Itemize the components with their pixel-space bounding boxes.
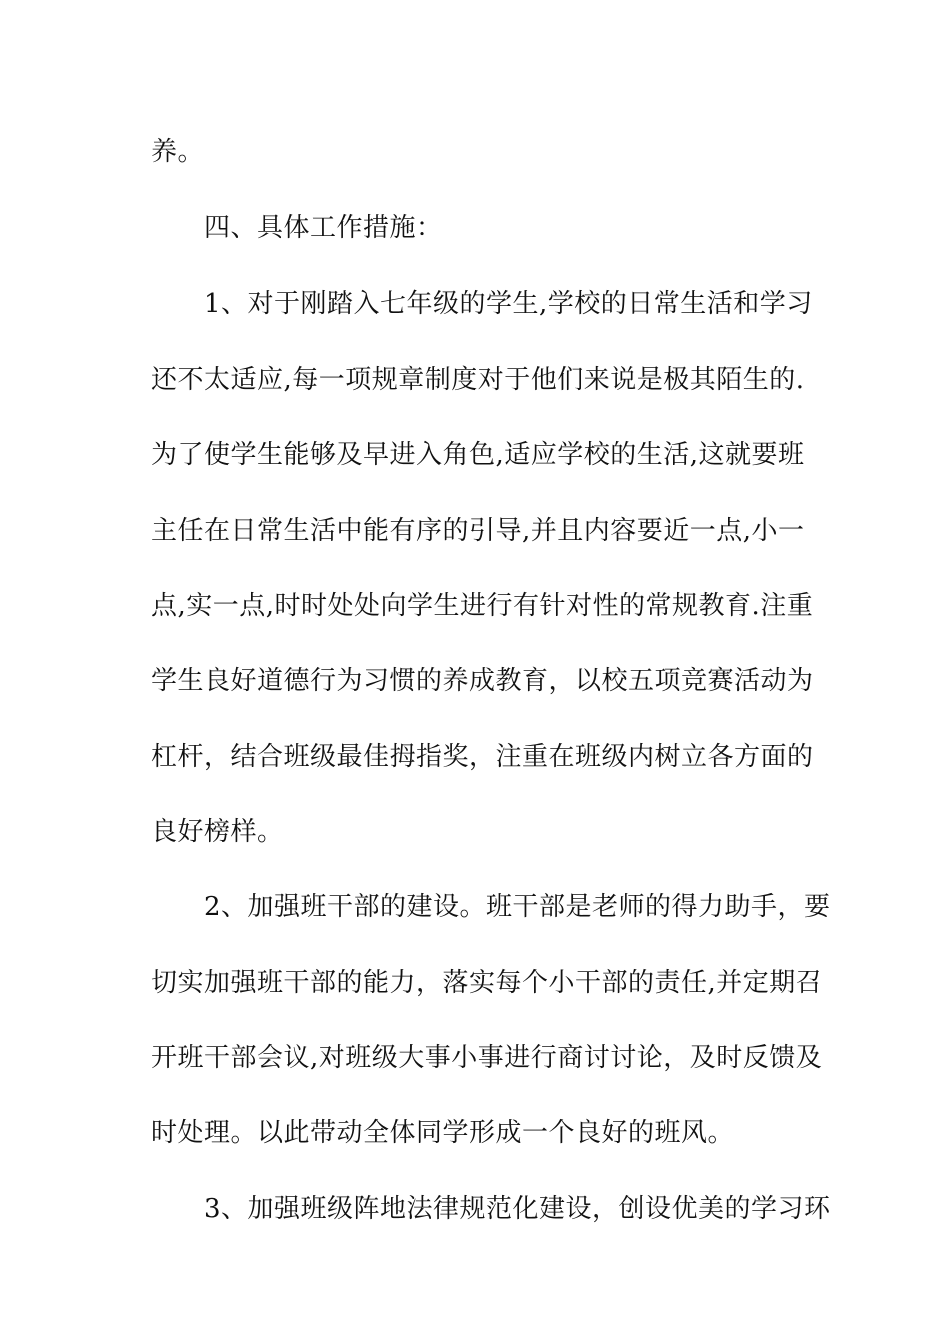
text-line: 开班干部会议,对班级大事小事进行商讨讨论，及时反馈及 (151, 1043, 823, 1073)
text-line: 切实加强班干部的能力，落实每个小干部的责任,并定期召 (151, 968, 823, 998)
text-line: 3、加强班级阵地法律规范化建设，创设优美的学习环 (204, 1194, 831, 1224)
text-line: 还不太适应,每一项规章制度对于他们来说是极其陌生的. (151, 365, 805, 395)
text-line: 点,实一点,时时处处向学生进行有针对性的常规教育.注重 (151, 591, 814, 621)
text-line: 养。 (151, 137, 205, 167)
text-line: 2、加强班干部的建设。班干部是老师的得力助手，要 (204, 892, 831, 922)
text-line: 主任在日常生活中能有序的引导,并且内容要近一点,小一 (151, 516, 805, 546)
text-line: 良好榜样。 (151, 817, 284, 847)
text-line: 时处理。以此带动全体同学形成一个良好的班风。 (151, 1118, 735, 1148)
text-line: 为了使学生能够及早进入角色,适应学校的生活,这就要班 (151, 440, 805, 470)
text-line: 学生良好道德行为习惯的养成教育，以校五项竞赛活动为 (151, 666, 814, 696)
text-line: 杠杆，结合班级最佳拇指奖，注重在班级内树立各方面的 (151, 742, 814, 772)
text-line: 1、对于刚踏入七年级的学生,学校的日常生活和学习 (204, 289, 813, 319)
section-heading: 四、具体工作措施： (204, 213, 443, 243)
